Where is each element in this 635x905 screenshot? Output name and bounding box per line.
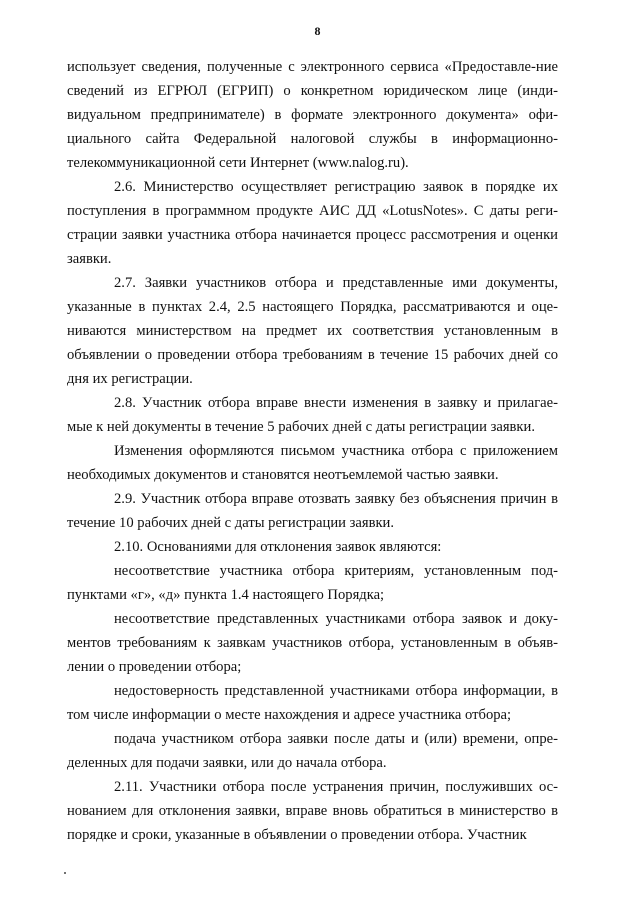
paragraph-2-8-changes: Изменения оформляются письмом участника отбора с приложением необходимых документов и становятся неотъемлемой частью заявки. [67,443,558,483]
paragraph-2-9: 2.9. Участник отбора вправе отозвать заявку без объяснения причин в течение 10 рабочих дней с даты регистрации заявки. [67,491,558,531]
paragraph-2-6: 2.6. Министерство осуществляет регистрацию заявок в порядке их поступления в программном продукте АИС ДД «LotusNotes». С даты реги-страции заявки участника отбора начинается процесс рассмотрения и оценки заявки. [67,179,558,267]
list-item-criteria-mismatch: несоответствие участника отбора критериям, установленным под-пунктами «г», «д» пункта 1.4 настоящего Порядка; [67,563,558,603]
paragraph-2-7: 2.7. Заявки участников отбора и представленные ими документы, указанные в пунктах 2.4, 2.5 настоящего Порядка, рассматриваются и оце-ниваются министерством на предмет их соответствия установленным в объявлении о проведении отбора требованиям в течение 15 рабочих дней со дня их регистрации. [67,275,558,387]
paragraph-2-11: 2.11. Участники отбора после устранения причин, послуживших ос-нованием для отклонения заявки, вправе вновь обратиться в министерство в порядке и сроки, указанные в объявлении о проведении отбора. Участник [67,779,558,843]
list-item-documents-mismatch: несоответствие представленных участниками отбора заявок и доку-ментов требованиям к заявкам участников отбора, установленным в объяв-лении о проведении отбора; [67,611,558,675]
paragraph-continuation: использует сведения, полученные с электронного сервиса «Предоставле-ние сведений из ЕГРЮЛ (ЕГРИП) о конкретном юридическом лице (инди-видуальном предпринимателе) в формате электронного документа» офи-циального сайта Федеральной налоговой службы в информационно-телекоммуникационной сети Интернет (www.nalog.ru). [67,59,558,171]
page-number: 8 [314,24,321,38]
list-item-unreliable-info: недостоверность представленной участниками отбора информации, в том числе информации о месте нахождения и адресе участника отбора; [67,683,558,723]
paragraph-2-10: 2.10. Основаниями для отклонения заявок являются: [114,539,442,555]
document-body [67,55,558,847]
list-item-late-submission: подача участником отбора заявки после даты и (или) времени, опре-деленных для подачи заявки, или до начала отбора. [67,731,558,771]
paragraph-2-8: 2.8. Участник отбора вправе внести изменения в заявку и прилагае-мые к ней документы в течение 5 рабочих дней с даты регистрации заявки. [67,395,558,435]
scan-dot [64,872,66,874]
